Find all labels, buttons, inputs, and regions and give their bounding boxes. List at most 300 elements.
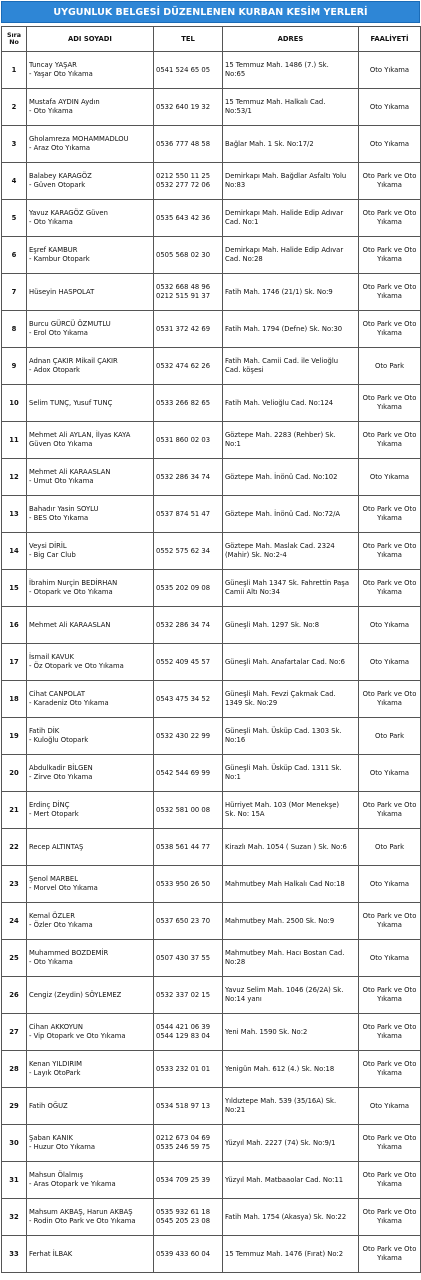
name-cell (27, 718, 154, 755)
address-line: Sk. No: 15A (225, 810, 265, 818)
activity-line: Yıkama (377, 292, 402, 300)
phone-cell (154, 237, 223, 274)
person-name: Fatih OĞUZ (29, 1101, 68, 1110)
person-name: Selim TUNÇ, Yusuf TUNÇ (29, 398, 113, 407)
activity-line: Oto Yıkama (369, 65, 410, 74)
phone-number: 0212 550 11 25 (156, 172, 211, 181)
phone-number: 0537 650 23 70 (156, 916, 211, 925)
activity-cell (359, 200, 421, 237)
table-row (2, 237, 421, 274)
name-cell (27, 385, 154, 422)
activity-line: Oto Park (374, 842, 405, 851)
address-line: Mahmutbey Mah. 2500 Sk. No:9 (225, 916, 335, 925)
address-cell (223, 1199, 359, 1236)
phone-number: 0544 421 06 39 (156, 1023, 211, 1032)
business-name: - Umut Oto Yıkama (29, 477, 94, 485)
name-cell (27, 607, 154, 644)
address-cell (223, 755, 359, 792)
address-line: Güneşli Mah. 1297 Sk. No:8 (225, 620, 320, 629)
table-row (2, 644, 421, 681)
phone-number: 0543 475 34 52 (156, 694, 211, 703)
activity-cell (359, 977, 421, 1014)
activity-line: Oto Yıkama (369, 657, 410, 666)
person-name: Hüseyin HASPOLAT (29, 287, 95, 296)
address-cell (223, 311, 359, 348)
phone-cell (154, 126, 223, 163)
activity-line: Oto Park ve Oto (362, 246, 417, 255)
activity-line: Yıkama (377, 1069, 402, 1077)
activity-cell (359, 1162, 421, 1199)
activity-cell (359, 1051, 421, 1088)
phone-number: 0537 874 51 47 (156, 509, 211, 518)
address-line: Güneşli Mah. Fevzi Çakmak Cad. (225, 690, 336, 699)
row-number: 6 (2, 237, 27, 274)
address-cell (223, 1014, 359, 1051)
address-line: Güneşli Mah. Üsküp Cad. 1303 Sk. (225, 727, 342, 736)
row-number: 20 (2, 755, 27, 792)
row-number: 29 (2, 1088, 27, 1125)
header-address: ADRES (223, 27, 359, 52)
name-cell (27, 977, 154, 1014)
person-name: Mehmet Ali KARAASLAN (29, 620, 111, 629)
table-row (2, 940, 421, 977)
business-name: - Karadeniz Oto Yıkama (29, 699, 109, 707)
activity-line: Yıkama (377, 810, 402, 818)
phone-number: 0535 246 59 75 (156, 1143, 211, 1151)
business-name: - BES Oto Yıkama (29, 514, 89, 522)
person-name: Recep ALTINTAŞ (29, 842, 84, 851)
activity-cell (359, 126, 421, 163)
address-line: Cad. köşesi (225, 366, 264, 374)
row-number: 15 (2, 570, 27, 607)
phone-cell (154, 644, 223, 681)
activity-cell (359, 607, 421, 644)
activity-cell (359, 718, 421, 755)
table-row (2, 681, 421, 718)
person-name: Mahsun Ölalmış (29, 1171, 83, 1180)
activity-line: Yıkama (377, 329, 402, 337)
activity-line: Oto Park ve Oto (362, 542, 417, 551)
table-row (2, 348, 421, 385)
business-name: - Kambur Otopark (29, 255, 90, 263)
activity-line: Oto Yıkama (369, 768, 410, 777)
address-cell (223, 163, 359, 200)
name-cell (27, 1236, 154, 1273)
table-row (2, 977, 421, 1014)
phone-number: 0552 409 45 57 (156, 657, 211, 666)
name-cell (27, 274, 154, 311)
activity-line: Oto Park ve Oto (362, 1171, 417, 1180)
business-name: - Araz Oto Yıkama (29, 144, 91, 152)
business-name: - Zirve Oto Yıkama (29, 773, 93, 781)
activity-cell (359, 681, 421, 718)
table-row (2, 126, 421, 163)
activity-cell (359, 385, 421, 422)
phone-cell (154, 1236, 223, 1273)
row-number: 25 (2, 940, 27, 977)
address-line: Göztepe Mah. Maslak Cad. 2324 (225, 542, 335, 551)
activity-line: Oto Park ve Oto (362, 1023, 417, 1032)
row-number: 13 (2, 496, 27, 533)
person-name: Cihat CANPOLAT (29, 690, 86, 699)
activity-cell (359, 496, 421, 533)
phone-number: 0532 581 00 08 (156, 805, 211, 814)
activity-cell (359, 1125, 421, 1162)
activity-line: Oto Yıkama (369, 953, 410, 962)
address-line: Fatih Mah. 1746 (21/1) Sk. No:9 (225, 287, 333, 296)
person-name: Erdinç DİNÇ (29, 801, 70, 810)
address-line: No:14 yanı (225, 995, 262, 1003)
phone-number: 0532 474 62 26 (156, 361, 211, 370)
business-name: - Oto Yıkama (29, 107, 73, 115)
phone-cell (154, 829, 223, 866)
activity-line: Yıkama (377, 218, 402, 226)
phone-cell (154, 89, 223, 126)
activity-cell (359, 570, 421, 607)
name-cell (27, 163, 154, 200)
name-cell (27, 755, 154, 792)
row-number: 1 (2, 52, 27, 89)
activity-cell (359, 274, 421, 311)
phone-number: 0532 286 34 74 (156, 620, 211, 629)
phone-number: 0541 524 65 05 (156, 65, 211, 74)
name-cell (27, 496, 154, 533)
header-activity: FAALİYETİ (359, 27, 421, 52)
phone-number: 0552 575 62 34 (156, 546, 211, 555)
activity-cell (359, 1199, 421, 1236)
table-row (2, 607, 421, 644)
person-name: Fatih DİK (29, 727, 60, 736)
name-cell (27, 570, 154, 607)
name-cell (27, 89, 154, 126)
activity-cell (359, 1088, 421, 1125)
business-name: - Layık OtoPark (29, 1069, 81, 1077)
address-line: Demirkapı Mah. Bağdlar Asfaltı Yolu (225, 172, 347, 181)
phone-number: 0531 372 42 69 (156, 324, 211, 333)
activity-line: Oto Yıkama (369, 879, 410, 888)
address-cell (223, 903, 359, 940)
activity-line: Oto Park ve Oto (362, 1245, 417, 1254)
activity-line: Oto Park (374, 731, 405, 740)
address-line: Yeni Mah. 1590 Sk. No:2 (225, 1027, 308, 1036)
address-line: Mahmutbey Mah Halkalı Cad No:18 (225, 879, 345, 888)
address-cell (223, 1088, 359, 1125)
header-no (2, 27, 27, 52)
business-name: - Adox Otopark (29, 366, 80, 374)
address-line: Hürriyet Mah. 103 (Mor Menekşe) (225, 801, 340, 810)
person-name: Yavuz KARAGÖZ Güven (29, 209, 108, 218)
activity-line: Oto Park ve Oto (362, 172, 417, 181)
activity-cell (359, 1236, 421, 1273)
activity-line: Yıkama (377, 995, 402, 1003)
address-line: Camii Altı No:34 (225, 588, 280, 596)
name-cell (27, 866, 154, 903)
name-cell (27, 681, 154, 718)
table-row (2, 570, 421, 607)
address-line: (Mahir) Sk. No:2-4 (225, 551, 287, 559)
person-name: Tuncay YAŞAR (29, 61, 77, 70)
name-cell (27, 792, 154, 829)
person-name: Şenol MARBEL (29, 875, 78, 884)
person-name: Abdulkadir BİLGEN (29, 764, 93, 773)
table-row (2, 200, 421, 237)
person-name: Mahsum AKBAŞ, Harun AKBAŞ (29, 1208, 133, 1217)
activity-cell (359, 1014, 421, 1051)
activity-line: Yıkama (377, 440, 402, 448)
phone-number: 0539 433 60 04 (156, 1249, 211, 1258)
row-number: 24 (2, 903, 27, 940)
table-row (2, 829, 421, 866)
activity-cell (359, 348, 421, 385)
table-row (2, 1162, 421, 1199)
person-name: Kenan YILDIRIM (29, 1060, 83, 1069)
address-line: Cad. No:1 (225, 218, 259, 226)
phone-cell (154, 1199, 223, 1236)
address-line: No:83 (225, 181, 246, 189)
phone-cell (154, 792, 223, 829)
address-cell (223, 126, 359, 163)
name-cell (27, 1199, 154, 1236)
phone-number: 0535 932 61 18 (156, 1208, 211, 1217)
table-row (2, 163, 421, 200)
address-cell (223, 200, 359, 237)
phone-cell (154, 940, 223, 977)
table-row (2, 311, 421, 348)
table-row (2, 1236, 421, 1273)
address-cell (223, 496, 359, 533)
activity-line: Oto Park ve Oto (362, 283, 417, 292)
table-row (2, 385, 421, 422)
business-name: - Erol Oto Yıkama (29, 329, 88, 337)
business-name: - Big Car Club (29, 551, 76, 559)
row-number: 18 (2, 681, 27, 718)
person-name: Ferhat İLBAK (29, 1249, 73, 1258)
activity-line: Oto Park ve Oto (362, 1208, 417, 1217)
person-name: Şaban KANIK (29, 1134, 73, 1143)
activity-line: Yıkama (377, 551, 402, 559)
row-number: 2 (2, 89, 27, 126)
activity-line: Oto Park ve Oto (362, 1134, 417, 1143)
row-number: 16 (2, 607, 27, 644)
activity-line: Oto Park ve Oto (362, 505, 417, 514)
address-cell (223, 348, 359, 385)
phone-cell (154, 1014, 223, 1051)
activity-line: Yıkama (377, 588, 402, 596)
row-number: 28 (2, 1051, 27, 1088)
header-row (2, 27, 421, 52)
phone-cell (154, 422, 223, 459)
business-name: - Güven Otopark (29, 181, 86, 189)
phone-cell (154, 681, 223, 718)
address-line: No:21 (225, 1106, 246, 1114)
name-cell (27, 533, 154, 570)
name-cell (27, 1051, 154, 1088)
person-name: Mehmet Ali AYLAN, İlyas KAYA (29, 431, 131, 440)
address-cell (223, 1125, 359, 1162)
phone-number: 0545 205 23 08 (156, 1217, 211, 1225)
activity-line: Oto Park ve Oto (362, 579, 417, 588)
address-line: Yüzyıl Mah. Matbaaolar Cad. No:11 (225, 1175, 344, 1184)
row-number: 9 (2, 348, 27, 385)
phone-cell (154, 274, 223, 311)
phone-number: 0534 709 25 39 (156, 1175, 211, 1184)
activity-line: Oto Yıkama (369, 620, 410, 629)
row-number: 3 (2, 126, 27, 163)
phone-number: 0533 232 01 01 (156, 1064, 211, 1073)
phone-cell (154, 311, 223, 348)
table-row (2, 1125, 421, 1162)
address-line: Fatih Mah. 1754 (Akasya) Sk. No:22 (225, 1212, 347, 1221)
activity-cell (359, 163, 421, 200)
address-line: Fatih Mah. 1794 (Defne) Sk. No:30 (225, 324, 343, 333)
name-cell (27, 348, 154, 385)
activity-line: Oto Yıkama (369, 1101, 410, 1110)
kesim-yerleri-table (1, 26, 421, 1273)
phone-number: 0212 673 04 69 (156, 1134, 211, 1143)
activity-cell (359, 422, 421, 459)
business-name: - Rodin Oto Park ve Oto Yıkama (29, 1217, 136, 1225)
address-cell (223, 1051, 359, 1088)
activity-line: Yıkama (377, 1217, 402, 1225)
row-number: 5 (2, 200, 27, 237)
phone-number: 0505 568 02 30 (156, 250, 211, 259)
person-name: Bahadır Yasin SOYLU (29, 505, 99, 514)
row-number: 7 (2, 274, 27, 311)
phone-cell (154, 866, 223, 903)
phone-cell (154, 459, 223, 496)
activity-line: Yıkama (377, 921, 402, 929)
address-cell (223, 237, 359, 274)
phone-cell (154, 52, 223, 89)
person-name: Veysi DİRİL (29, 542, 67, 551)
address-cell (223, 977, 359, 1014)
person-name: İsmail KAVUK (29, 653, 74, 662)
table-row (2, 1051, 421, 1088)
activity-line: Yıkama (377, 514, 402, 522)
activity-cell (359, 89, 421, 126)
address-line: Yıldıztepe Mah. 539 (35/16A) Sk. (225, 1097, 337, 1106)
activity-cell (359, 866, 421, 903)
activity-line: Oto Park ve Oto (362, 209, 417, 218)
row-number: 4 (2, 163, 27, 200)
activity-cell (359, 903, 421, 940)
table-row (2, 792, 421, 829)
address-line: Göztepe Mah. İnönü Cad. No:102 (225, 472, 338, 481)
person-name: Mehmet Ali KARAASLAN (29, 468, 111, 477)
address-line: 15 Temmuz Mah. 1476 (Fırat) No:2 (225, 1249, 344, 1258)
activity-cell (359, 792, 421, 829)
address-cell (223, 52, 359, 89)
activity-line: Oto Yıkama (369, 139, 410, 148)
phone-number: 0533 950 26 50 (156, 879, 211, 888)
activity-cell (359, 311, 421, 348)
phone-cell (154, 496, 223, 533)
person-name: Muhammed BOZDEMİR (29, 949, 109, 958)
phone-cell (154, 385, 223, 422)
address-cell (223, 89, 359, 126)
person-name: Mustafa AYDIN Aydın (29, 98, 100, 107)
person-name: Gholamreza MOHAMMADLOU (29, 135, 129, 144)
person-name: Balabey KARAGÖZ (29, 172, 92, 181)
name-cell (27, 311, 154, 348)
name-cell (27, 422, 154, 459)
phone-cell (154, 163, 223, 200)
row-number: 26 (2, 977, 27, 1014)
activity-line: Yıkama (377, 255, 402, 263)
person-name: Burcu GÜRCÜ ÖZMUTLU (29, 320, 111, 329)
row-number: 10 (2, 385, 27, 422)
name-cell (27, 829, 154, 866)
address-cell (223, 718, 359, 755)
business-name: - Yaşar Oto Yıkama (29, 70, 93, 78)
table-row (2, 755, 421, 792)
name-cell (27, 200, 154, 237)
row-number: 32 (2, 1199, 27, 1236)
address-line: Göztepe Mah. İnönü Cad. No:72/A (225, 509, 341, 518)
activity-line: Oto Park ve Oto (362, 320, 417, 329)
address-line: Demirkapı Mah. Halide Edip Adıvar (225, 246, 344, 255)
table-row (2, 1088, 421, 1125)
activity-line: Yıkama (377, 1180, 402, 1188)
address-line: Demirkapı Mah. Halide Edip Adıvar (225, 209, 344, 218)
row-number: 30 (2, 1125, 27, 1162)
row-number: 14 (2, 533, 27, 570)
activity-line: Oto Park ve Oto (362, 690, 417, 699)
row-number: 23 (2, 866, 27, 903)
address-line: 1349 Sk. No:29 (225, 699, 278, 707)
table-row (2, 274, 421, 311)
row-number: 8 (2, 311, 27, 348)
header-name: ADI SOYADI (27, 27, 154, 52)
address-line: Bağlar Mah. 1 Sk. No:17/2 (225, 139, 314, 148)
person-name: Adnan ÇAKIR Mikail ÇAKIR (29, 357, 118, 366)
name-cell (27, 1088, 154, 1125)
phone-number: 0532 286 34 74 (156, 472, 211, 481)
activity-line: Yıkama (377, 181, 402, 189)
address-cell (223, 1162, 359, 1199)
business-name: - Oto Yıkama (29, 958, 73, 966)
name-cell (27, 1125, 154, 1162)
address-line: Yenigün Mah. 612 (4.) Sk. No:18 (225, 1064, 335, 1073)
business-name: - Vip Otopark ve Oto Yıkama (29, 1032, 126, 1040)
activity-line: Yıkama (377, 1032, 402, 1040)
name-cell (27, 1162, 154, 1199)
phone-number: 0534 518 97 13 (156, 1101, 211, 1110)
phone-number: 0542 544 69 99 (156, 768, 211, 777)
address-cell (223, 681, 359, 718)
activity-cell (359, 533, 421, 570)
business-name: - Huzur Oto Yıkama (29, 1143, 96, 1151)
address-line: No:65 (225, 70, 246, 78)
row-number: 33 (2, 1236, 27, 1273)
header-no-line-2: No (9, 39, 19, 46)
phone-cell (154, 200, 223, 237)
phone-number: 0532 668 48 96 (156, 283, 211, 292)
phone-number: 0533 266 82 65 (156, 398, 211, 407)
phone-cell (154, 570, 223, 607)
address-cell (223, 829, 359, 866)
address-line: Fatih Mah. Velioğlu Cad. No:124 (225, 398, 334, 407)
activity-cell (359, 940, 421, 977)
address-line: Fatih Mah. Camii Cad. ile Velioğlu (225, 357, 339, 366)
phone-cell (154, 1125, 223, 1162)
activity-cell (359, 459, 421, 496)
row-number: 12 (2, 459, 27, 496)
phone-number: 0532 277 72 06 (156, 181, 211, 189)
address-cell (223, 459, 359, 496)
address-cell (223, 570, 359, 607)
row-number: 21 (2, 792, 27, 829)
